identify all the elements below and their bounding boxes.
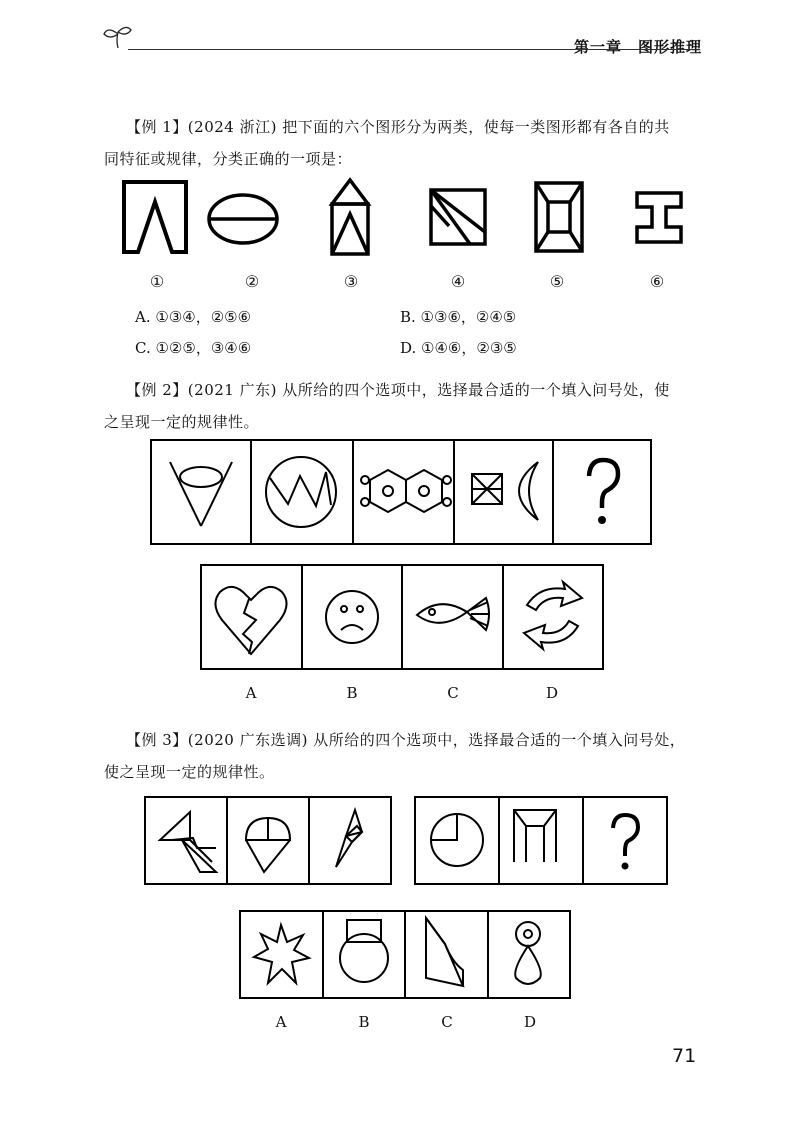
ex2-option-d-label[interactable]: D <box>545 684 559 702</box>
ex2-option-c-label[interactable]: C <box>447 684 459 702</box>
ex2-sad-face-figure <box>326 591 378 643</box>
ex2-question-mark-icon <box>589 460 618 508</box>
ex2-question <box>104 374 704 438</box>
ex1-option-b[interactable]: B. ①③⑥，②④⑤ <box>400 308 517 326</box>
ex2-broken-heart-figure <box>215 587 286 654</box>
ex1-line-1: 【例 1】(2024 浙江) 把下面的六个图形分为两类，使每一类图形都有各自的共 <box>126 118 670 136</box>
ex1-question <box>104 111 704 175</box>
ex3-diamond-figure <box>336 810 362 867</box>
ex3-question-mark-icon <box>613 815 638 856</box>
ex2-hexagons-figure <box>361 470 451 512</box>
ex3-option-c-label[interactable]: C <box>441 1013 453 1031</box>
ex1-figure-6 <box>637 193 681 242</box>
ex2-option-a-label[interactable]: A <box>245 684 257 702</box>
page-number: 71 <box>672 1045 697 1067</box>
ex3-option-d-label[interactable]: D <box>523 1013 537 1031</box>
ex1-label-1: ① <box>149 272 165 291</box>
ex3-question <box>104 724 704 788</box>
ex2-circle-zigzag-figure <box>266 457 336 527</box>
ex2-square-crescent-figure <box>472 462 538 520</box>
ex2-cone-figure <box>170 462 232 526</box>
ex1-label-2: ② <box>244 272 260 291</box>
ex3-line-2: 使之呈现一定的规律性。 <box>104 763 275 781</box>
ex3-star-figure <box>254 925 309 983</box>
ex1-figure-4 <box>431 190 485 244</box>
ex3-circle-square-figure <box>340 920 388 982</box>
ex2-fish-figure <box>417 598 490 630</box>
ex2-options-row <box>201 565 603 669</box>
ex1-figure-3 <box>332 180 368 254</box>
ex3-circle-quarter-figure <box>431 814 483 866</box>
ex1-line-2: 同特征或规律，分类正确的一项是： <box>104 150 353 168</box>
ex3-ice-cream-figure <box>246 818 290 872</box>
question-mark-dot <box>598 516 606 524</box>
ex3-triangle-stair-figure <box>160 812 216 872</box>
ex2-option-b-label[interactable]: B <box>346 684 358 702</box>
header-divider <box>128 49 700 50</box>
ex1-label-3: ③ <box>343 272 359 291</box>
ex3-keyhole-figure <box>515 922 541 984</box>
ex2-line-2: 之呈现一定的规律性。 <box>104 413 260 431</box>
ex1-label-5: ⑤ <box>549 272 565 291</box>
ex3-folded-page-figure <box>426 918 463 986</box>
ex1-figure-2 <box>209 195 277 243</box>
ex1-label-6: ⑥ <box>649 272 665 291</box>
ex2-line-1: 【例 2】(2021 广东) 从所给的四个选项中，选择最合适的一个填入问号处，使 <box>126 381 670 399</box>
ex1-figure-1 <box>124 182 186 252</box>
ex1-option-d[interactable]: D. ①④⑥，②③⑤ <box>400 339 517 357</box>
ex3-option-a-label[interactable]: A <box>275 1013 287 1031</box>
chapter-title: 第一章 图形推理 <box>574 38 703 56</box>
ex1-option-a[interactable]: A. ①③④，②⑤⑥ <box>135 308 252 326</box>
ex2-recycle-arrows-figure <box>524 582 582 649</box>
ex1-option-c[interactable]: C. ①②⑤，③④⑥ <box>135 339 252 357</box>
ex3-option-b-label[interactable]: B <box>358 1013 370 1031</box>
sprout-icon <box>104 27 131 48</box>
ex1-figure-5 <box>536 183 582 251</box>
ex3-question-mark-dot <box>622 863 629 870</box>
ex3-bracket-figure <box>514 810 556 862</box>
ex2-question-row <box>151 440 651 544</box>
ex1-label-4: ④ <box>450 272 466 291</box>
ex3-line-1: 【例 3】(2020 广东选调) 从所给的四个选项中，选择最合适的一个填入问号处， <box>126 731 686 749</box>
